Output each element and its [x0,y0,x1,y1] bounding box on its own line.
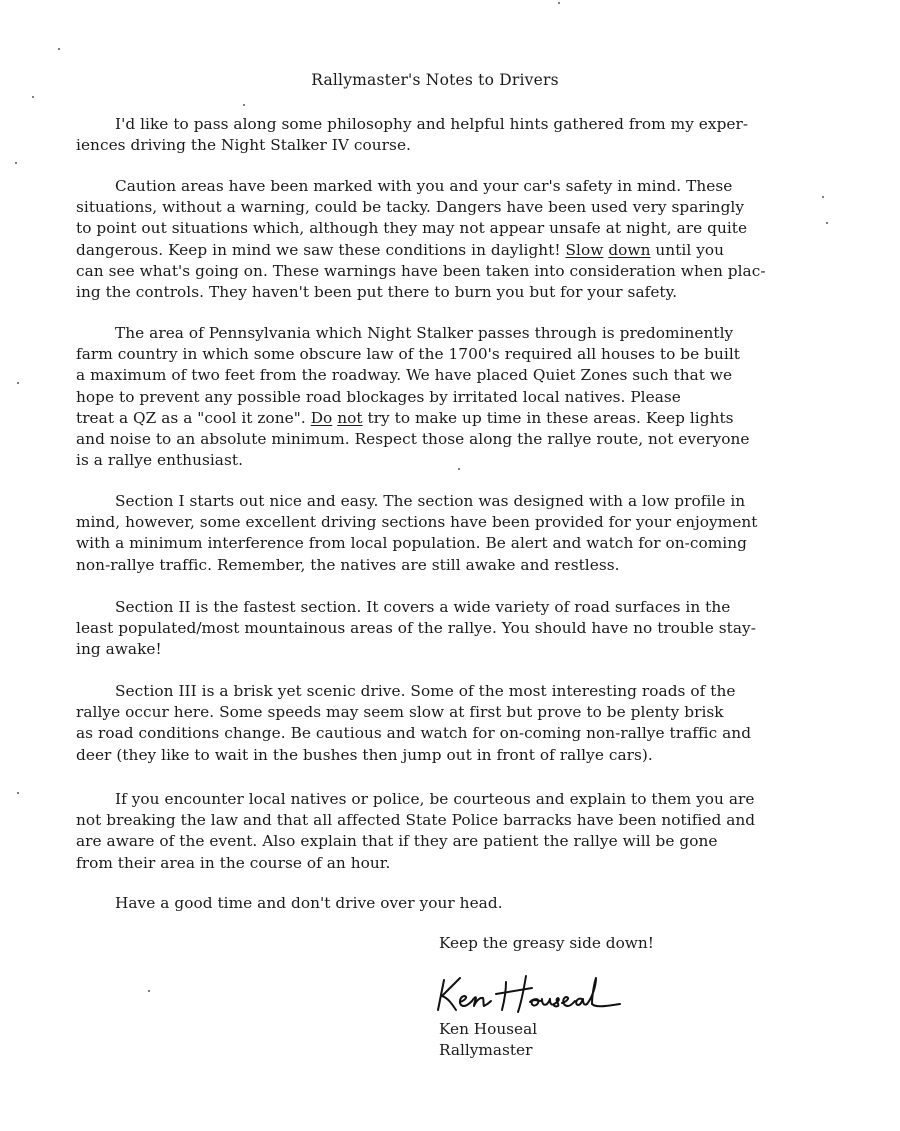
paragraph [76,597,816,661]
signer-role: Rallymaster [439,1041,533,1059]
text-line [76,831,816,852]
text-segment: treat a QZ as a "cool it zone". [76,408,311,427]
text-line [76,176,816,197]
scan-speck [148,990,150,992]
text-segment: iences driving the Night Stalker IV course. [76,136,411,155]
scan-speck [243,104,245,106]
text-line [76,365,816,386]
text-line [76,387,816,408]
text-segment: I'd like to pass along some philosophy and helpful hints gathered from my exper- [115,115,749,133]
text-segment: The area of Pennsylvania which Night Stalker passes through is predominently [115,324,734,342]
scan-speck [826,222,828,224]
text-line [76,282,816,303]
text-segment: and noise to an absolute minimum. Respect those along the rallye route, not everyone [76,429,750,448]
text-segment: least populated/most mountainous areas of the rallye. You should have no trouble stay- [76,619,756,638]
text-segment: If you encounter local natives or police, be courteous and explain to them you are [115,790,755,808]
text-segment: with a minimum interference from local population. Be alert and watch for on-coming [76,534,747,553]
text-line [76,240,816,261]
text-segment: non-rallye traffic. Remember, the natives are still awake and restless. [76,555,620,574]
underlined-emphasis: not [337,408,363,427]
text-line [76,702,816,723]
text-line [76,893,816,914]
text-segment: not breaking the law and that all affected State Police barracks have been notified and [76,811,756,830]
text-line [76,745,816,766]
sign-off: Keep the greasy side down! [439,934,654,952]
text-line [76,597,816,618]
text-line [76,789,816,810]
text-line [76,197,816,218]
text-line [76,810,816,831]
text-segment: from their area in the course of an hour. [76,853,391,872]
text-line [76,323,816,344]
scan-speck [17,792,19,794]
text-segment: deer (they like to wait in the bushes then jump out in front of rallye cars). [76,745,653,764]
underlined-emphasis: Slow [565,240,604,259]
handwritten-signature [434,968,624,1018]
text-segment: ing the controls. They haven't been put there to burn you but for your safety. [76,282,678,301]
paragraph [76,114,816,156]
text-line [76,261,816,282]
scan-speck [17,382,19,384]
text-line [76,618,816,639]
text-segment: until you [650,240,725,259]
scan-speck [558,2,560,4]
text-line [76,135,816,156]
signer-name: Ken Houseal [439,1020,538,1038]
text-line [76,512,816,533]
text-segment: a maximum of two feet from the roadway. We have placed Quiet Zones such that we [76,366,733,385]
text-segment: farm country in which some obscure law of the 1700's required all houses to be built [76,345,740,364]
text-segment: Section III is a brisk yet scenic drive. Some of the most interesting roads of the [115,682,736,700]
text-line [76,114,816,135]
paragraph [76,681,816,766]
paragraph [76,789,816,874]
text-segment: mind, however, some excellent driving sections have been provided for your enjoyment [76,513,758,532]
scan-speck [58,48,60,50]
text-line [76,218,816,239]
paragraph [76,176,816,303]
text-line [76,555,816,576]
paragraph [76,893,816,914]
scan-speck [822,196,824,198]
text-segment: situations, without a warning, could be tacky. Dangers have been used very sparingly [76,198,745,217]
text-line [76,639,816,660]
text-segment: rallye occur here. Some speeds may seem slow at first but prove to be plenty brisk [76,703,724,722]
text-line [76,491,816,512]
underlined-emphasis: down [608,240,651,259]
text-segment: Section II is the fastest section. It covers a wide variety of road surfaces in the [115,598,731,616]
text-line [76,723,816,744]
text-line [76,853,816,874]
text-segment: can see what's going on. These warnings have been taken into consideration when plac- [76,261,766,280]
text-line [76,533,816,554]
text-segment: Have a good time and don't drive over your head. [115,894,503,912]
text-segment: as road conditions change. Be cautious and watch for on-coming non-rallye traffic and [76,724,752,743]
text-segment: to point out situations which, although they may not appear unsafe at night, are quite [76,219,748,238]
text-line [76,450,816,471]
text-line [76,429,816,450]
text-line [76,344,816,365]
text-segment: Section I starts out nice and easy. The section was designed with a low profile in [115,492,746,510]
text-segment: hope to prevent any possible road blockages by irritated local natives. Please [76,387,681,406]
text-segment: try to make up time in these areas. Keep lights [362,408,734,427]
underlined-emphasis: Do [310,408,333,427]
text-segment: Caution areas have been marked with you and your car's safety in mind. These [115,177,733,195]
scan-speck [15,162,17,164]
paragraph [76,491,816,576]
document-title: Rallymaster's Notes to Drivers [311,71,559,89]
text-segment: dangerous. Keep in mind we saw these conditions in daylight! [76,240,566,259]
text-segment: are aware of the event. Also explain that if they are patient the rallye will be gone [76,832,718,851]
text-line [76,681,816,702]
scan-speck [458,468,460,470]
text-segment: ing awake! [76,640,162,659]
text-segment: is a rallye enthusiast. [76,451,243,470]
paragraph [76,323,816,471]
text-line [76,408,816,429]
scan-speck [32,96,34,98]
